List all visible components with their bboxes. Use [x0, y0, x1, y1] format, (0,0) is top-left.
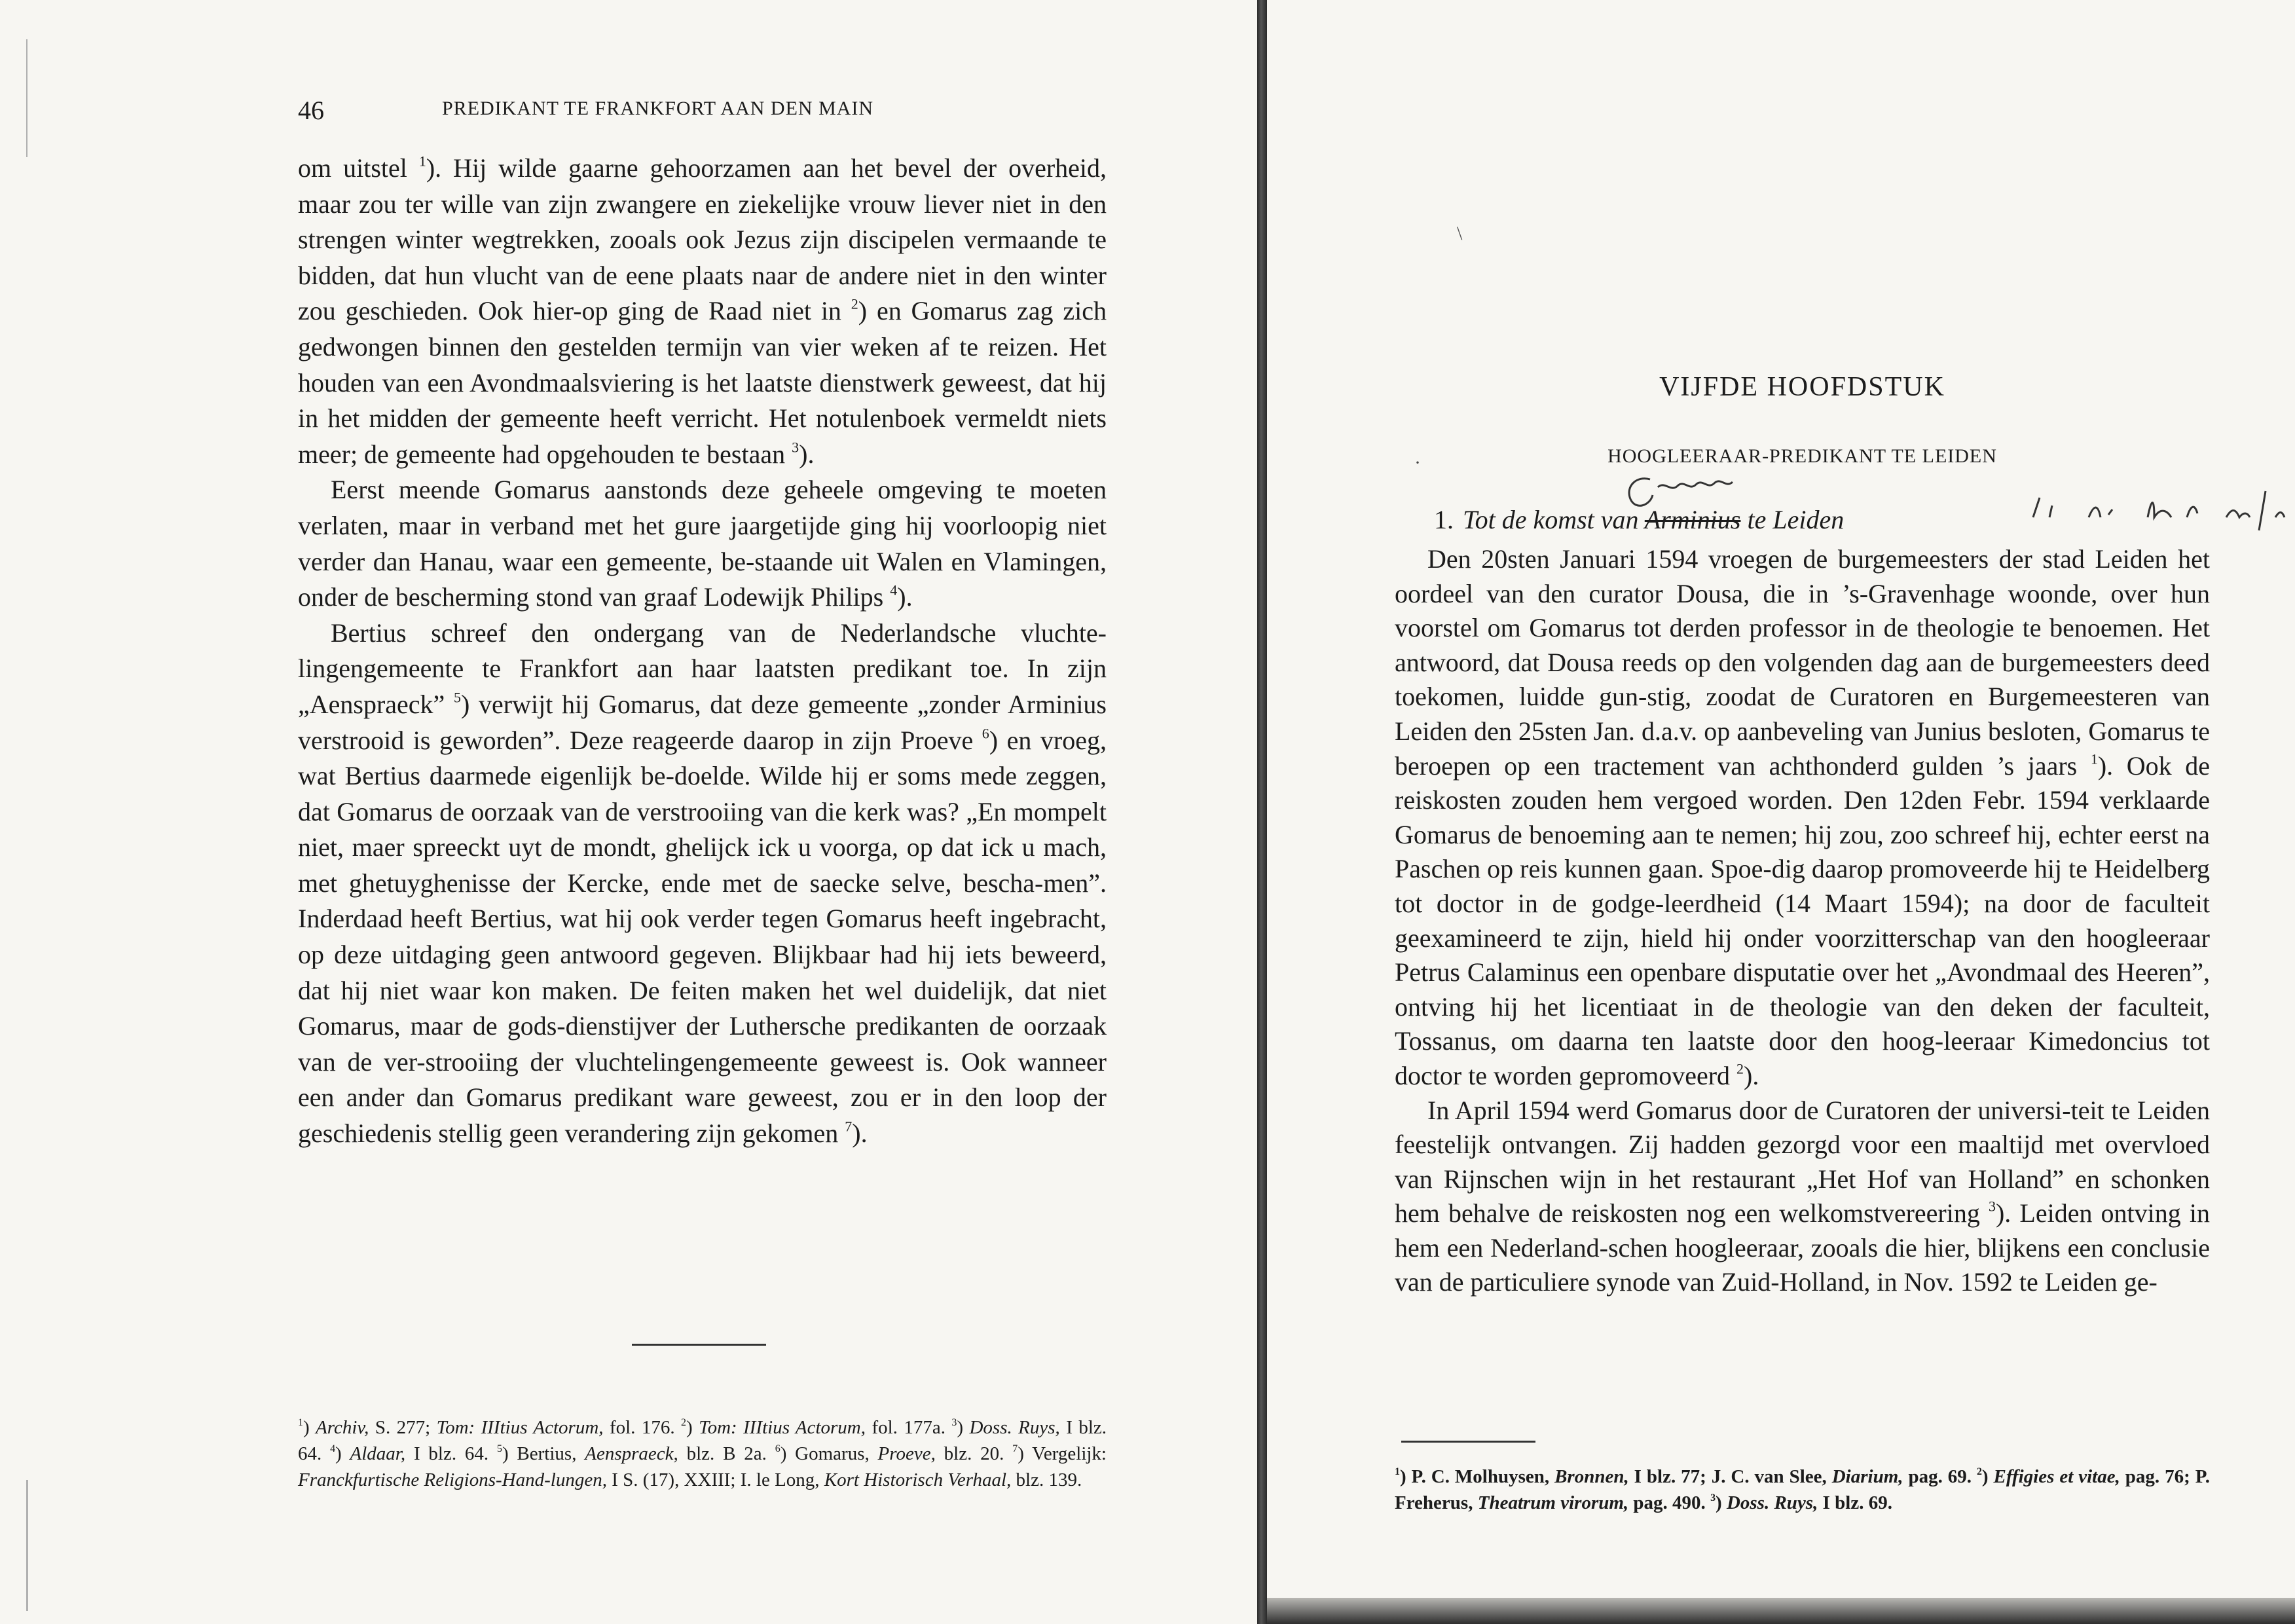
footnote-separator: [1401, 1441, 1535, 1443]
text-run: Bertius schreef den ondergang van de Nederlandsche vluchte-lingengemeente te Frankfort aan haar laatsten predikant toe. In zijn „Aenspraeck”: [298, 618, 1107, 719]
italic-run: Diarium,: [1831, 1466, 1903, 1487]
scan-speck: \: [1457, 223, 1463, 244]
scan-edge-mark: [26, 39, 28, 157]
text-run: Eerst meende Gomarus aanstonds deze geheele omgeving te moeten verlaten, maar in verband met het gure jaargetijde ging hij voorloopig niet verder dan Hanau, waar een gemeente, be-staande uit Walen en Vlamingen, onder de bescherming stond van graaf Lodewijk Philips: [298, 475, 1107, 612]
footnote-marker: 2: [1976, 1466, 1982, 1478]
footnote-marker: 1: [1395, 1466, 1400, 1478]
footnote-marker: 6: [775, 1443, 780, 1455]
text-run: I blz. 77; J. C. van Slee,: [1628, 1466, 1832, 1487]
text-run: ).: [1744, 1060, 1759, 1090]
text-run: ) en Gomarus zag zich gedwongen binnen den gestelden termijn van vier weken af te reizen. Het houden van een Avondmaalsviering is het laatste dienstwerk geweest, dat hij in het midden der gemeente heeft verricht. Het notulenboek vermeldt niets meer; de gemeente had opgehouden te bestaan: [298, 296, 1107, 469]
footnote-marker: 4: [890, 581, 898, 599]
text-run: ) verwijt hij Gomarus, dat deze gemeente „zonder Arminius verstrooid is geworden”. Deze reageerde daarop in zijn Proeve: [298, 689, 1107, 755]
paragraph: [1395, 542, 2210, 1094]
text-run: ) en vroeg, wat Bertius daarmede eigenlijk be-doelde. Wilde hij er soms mede zeggen, dat Gomarus de oorzaak van de verstrooiing van die kerk was? „En mompelt niet, maer spreeckt uyt de mondt, ghelijck ick u voorga, op dat ick u mach, met ghetuyghenisse der Kercke, ende met de saecke selve, bescha-men”. Inderdaad heeft Bertius, wat hij ook verder tegen Gomarus heeft ingebracht, op deze uitdaging geen antwoord gegeven. Blijkbaar had hij iets beweerd, dat hij niet waar kon maken. De feiten maken het wel duidelijk, dat niet Gomarus, maar de gods-dienstijver der Luthersche predikanten de oorzaak van de ver-strooiing der vluchtelingengemeente geweest is. Ook wanneer een ander dan Gomarus predikant ware geweest, zou er in den loop der geschiedenis stellig geen verandering zijn gekomen: [298, 725, 1107, 1149]
section-heading-text: [1463, 504, 1844, 535]
footnote-marker: 3: [951, 1417, 957, 1429]
text-run: ). Leiden ontving in hem een Nederland-schen hoogleeraar, zooals die hier, blijkens een conclusie van de particuliere synode van Zuid-Holland, in Nov. 1592 te Leiden ge-: [1395, 1198, 2210, 1297]
italic-run: Proeve,: [877, 1443, 936, 1464]
text-run: ). Hij wilde gaarne gehoorzamen aan het bevel der overheid, maar zou ter wille van zijn zwangere en ziekelijke vrouw liever niet in den strengen winter wegtrekken, zooals ook Jezus zijn discipelen vermaande te bidden, dat hun vlucht van de eene plaats naar de andere niet in den winter zou geschieden. Ook hier-op ging de Raad niet in: [298, 153, 1107, 326]
footnote-marker: 3: [792, 439, 799, 456]
italic-run: Bronnen,: [1554, 1466, 1629, 1487]
text-run: ): [303, 1417, 316, 1438]
right-footnotes: [1395, 1464, 2210, 1516]
scan-bottom-shadow: [1267, 1598, 2295, 1624]
text-run: fol. 176.: [603, 1417, 682, 1438]
heading-suffix: te Leiden: [1740, 505, 1845, 534]
italic-run: Doss. Ruys,: [969, 1417, 1060, 1438]
footnote-marker: 4: [330, 1443, 336, 1455]
text-run: ).: [852, 1118, 868, 1149]
section-heading: [1434, 504, 2285, 544]
text-run: ) P. C. Molhuysen,: [1399, 1466, 1555, 1487]
footnote-marker: 1: [418, 153, 426, 170]
italic-run: Archiv,: [316, 1417, 369, 1438]
text-run: ).: [799, 439, 815, 469]
footnote-marker: 5: [454, 689, 462, 706]
italic-run: Effigies et vitae,: [1993, 1466, 2120, 1487]
text-run: ): [686, 1417, 699, 1438]
running-head: [298, 95, 1110, 128]
text-run: ). Ook de reiskosten zouden hem vergoed worden. Den 12den Febr. 1594 verklaarde Gomarus de benoeming aan te nemen; hij zou, zoo schreef hij, echter eerst na Paschen op reis kunnen gaan. Spoe-dig daarop promoveerde hij te Heidelberg tot doctor in de godge-leerdheid (14 Maart 1594); na door de faculteit geexamineerd te zijn, hield hij onder voorzitterschap van den hoogleeraar Petrus Calaminus een openbare disputatie over het „Avondmaal des Heeren”, ontving hij het licentiaat in de theologie van den deken der faculteit, Tossanus, om daarna ten laatste door den hoog-leeraar Kimedoncius tot doctor te worden gepromoveerd: [1395, 750, 2210, 1090]
text-run: I blz. 64.: [405, 1443, 497, 1464]
italic-run: Franckfurtische Religions-Hand-lungen,: [298, 1469, 607, 1490]
scan-edge-mark: [26, 1480, 28, 1611]
text-run: S. 277;: [369, 1417, 437, 1438]
footnote-marker: 7: [1012, 1443, 1018, 1455]
struck-word: Arminius: [1644, 505, 1741, 534]
text-run: ) Gomarus,: [780, 1443, 878, 1464]
chapter-title: VIJFDE HOOFDSTUK: [1659, 372, 1945, 402]
footnote-separator: [632, 1344, 766, 1346]
left-body-text: [298, 151, 1107, 1152]
italic-run: Aenspraeck,: [585, 1443, 678, 1464]
text-run: ).: [897, 582, 913, 612]
italic-run: Tom: IIItius Actorum,: [436, 1417, 604, 1438]
footnote-marker: 5: [496, 1443, 502, 1455]
footnote-marker: 7: [845, 1118, 853, 1135]
text-run: ) Vergelijk:: [1018, 1443, 1107, 1464]
text-run: blz. B 2a.: [678, 1443, 775, 1464]
italic-run: Theatrum virorum,: [1477, 1492, 1629, 1513]
text-run: ): [957, 1417, 970, 1438]
footnote-marker: 2: [1736, 1060, 1744, 1077]
heading-prefix: Tot de komst van: [1463, 505, 1645, 534]
page-number: 46: [298, 96, 324, 125]
italic-run: Kort Historisch Verhaal,: [824, 1469, 1012, 1490]
footnote-marker: 2: [681, 1417, 687, 1429]
text-run: blz. 20.: [935, 1443, 1013, 1464]
text-run: fol. 177a.: [866, 1417, 952, 1438]
footnote-marker: 3: [1988, 1198, 1996, 1215]
text-run: pag. 76; P. Freherus,: [1395, 1466, 2210, 1513]
text-run: Den 20sten Januari 1594 vroegen de burgemeesters der stad Leiden het oordeel van den curator Dousa, die in ’s-Gravenhage woonde, over hun voorstel om Gomarus tot derden professor in de theologie te benoemen. Het antwoord, dat Dousa reeds op den volgenden dag aan de burgemeesters deed toekomen, luidde gun-stig, zoodat de Curatoren en Burgemeesteren van Leiden den 25sten Jan. d.a.v. op aanbeveling van Junius besloten, Gomarus te beroepen op een tractement van achthonderd gulden ’s jaars: [1395, 544, 2210, 781]
text-run: I blz. 69.: [1818, 1492, 1892, 1513]
footnote-marker: 3: [1710, 1492, 1716, 1504]
footnote-marker: 1: [2090, 750, 2098, 767]
text-run: ): [1716, 1492, 1727, 1513]
right-body-text: [1395, 542, 2210, 1300]
text-run: ): [1981, 1466, 1994, 1487]
text-run: ): [335, 1443, 350, 1464]
text-run: om uitstel: [298, 153, 419, 183]
text-run: In April 1594 werd Gomarus door de Curatoren der universi-teit te Leiden feestelijk ontvangen. Zij hadden gezorgd voor een maaltijd met overvloed van Rijnschen wijn in het restaurant „Het Hof van Holland” en schonken hem behalve de reiskosten nog een welkomstvereering: [1395, 1095, 2210, 1228]
section-title: HOOGLEERAAR-PREDIKANT TE LEIDEN: [1607, 445, 1997, 467]
italic-run: Doss. Ruys,: [1726, 1492, 1818, 1513]
left-footnotes: [298, 1414, 1107, 1493]
running-title: PREDIKANT TE FRANKFORT AAN DEN MAIN: [442, 98, 874, 119]
text-run: I S. (17), XXIII; I. le Long,: [606, 1469, 824, 1490]
footnote-marker: 2: [851, 295, 858, 312]
footnote-marker: 1: [298, 1417, 303, 1429]
text-run: ) Bertius,: [502, 1443, 585, 1464]
paragraph: [298, 616, 1107, 1152]
handwriting-gomarus: [1629, 479, 1733, 506]
margin-mark: ·: [1414, 452, 1421, 473]
italic-run: Aldaar,: [350, 1443, 406, 1464]
italic-run: Tom: IIItius Actorum,: [699, 1417, 866, 1438]
paragraph: [298, 472, 1107, 615]
footnote-block: [1395, 1464, 2210, 1516]
paragraph: [298, 151, 1107, 472]
footnote-marker: 6: [982, 725, 989, 741]
text-run: pag. 69.: [1903, 1466, 1977, 1487]
book-gutter: [1257, 0, 1267, 1624]
section-number: 1.: [1434, 505, 1454, 534]
paragraph: [1395, 1094, 2210, 1301]
text-run: I blz. 64.: [298, 1417, 1107, 1464]
text-run: pag. 490.: [1628, 1492, 1711, 1513]
text-run: blz. 139.: [1011, 1469, 1082, 1490]
footnote-block: [298, 1414, 1107, 1493]
